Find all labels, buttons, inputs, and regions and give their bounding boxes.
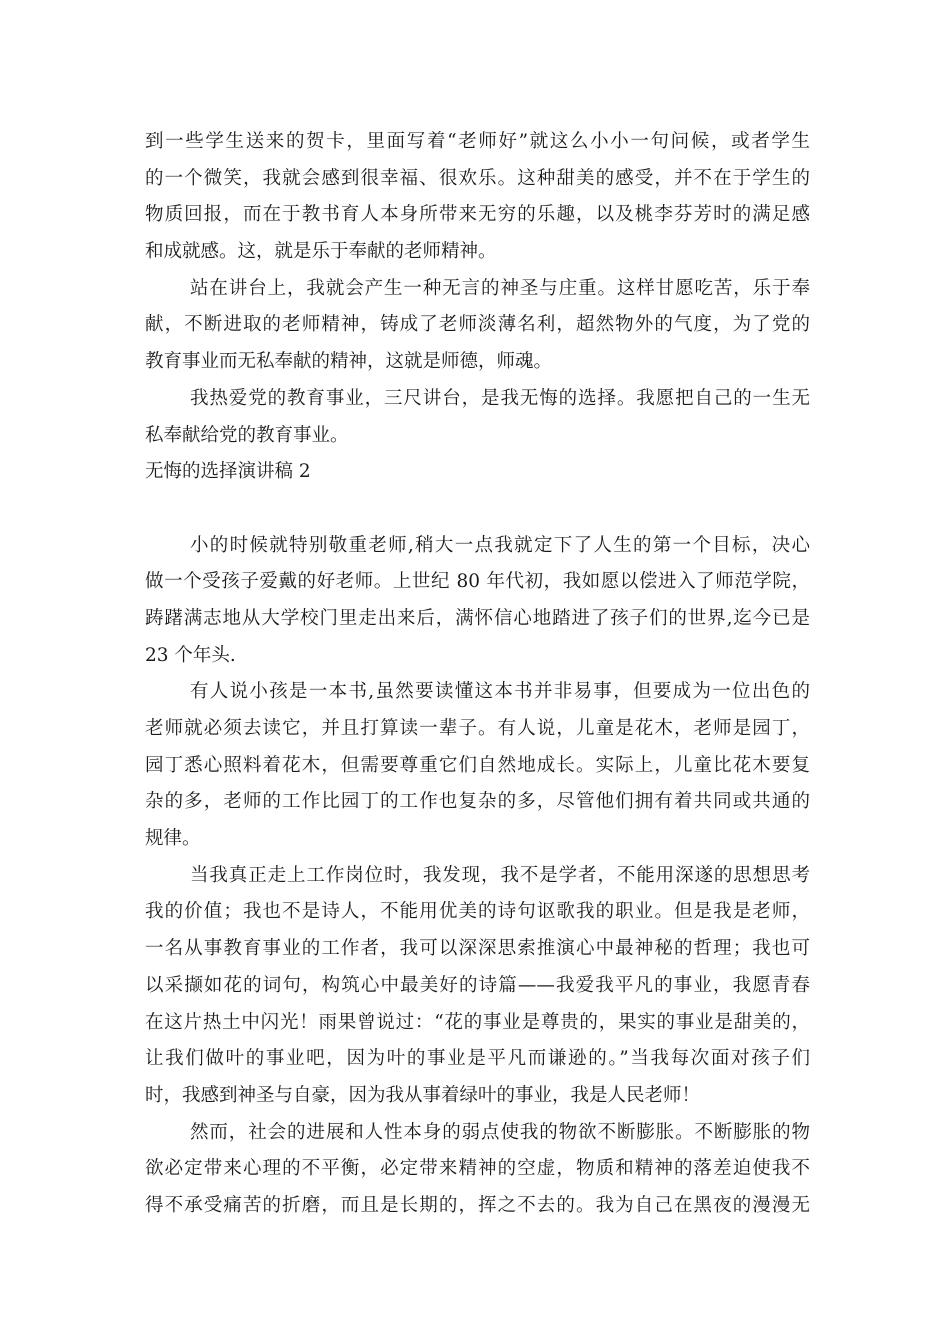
section-heading: 无悔的选择演讲稿 2 — [145, 461, 311, 483]
text-line: 一名从事教育事业的工作者，我可以深深思索推演心中最神秘的哲理；我也可 — [145, 938, 810, 960]
text-line: 和成就感。这，就是乐于奉献的老师精神。 — [145, 241, 497, 263]
text-line: 站在讲台上，我就会产生一种无言的神圣与庄重。这样甘愿吃苦，乐于奉 — [190, 277, 810, 299]
text-line: 杂的多，老师的工作比园丁的工作也复杂的多，尽管他们拥有着共同或共通的 — [145, 791, 810, 813]
text-line: 我热爱党的教育事业，三尺讲台，是我无悔的选择。我愿把自己的一生无 — [190, 387, 810, 409]
text-line: 私奉献给党的教育事业。 — [145, 424, 349, 446]
text-line: 我的价值；我也不是诗人，不能用优美的诗句讴歌我的职业。但是我是老师， — [145, 901, 810, 923]
text-line: 23 个年头. — [145, 644, 236, 666]
text-line: 让我们做叶的事业吧，因为叶的事业是平凡而谦逊的。”当我每次面对孩子们 — [145, 1048, 810, 1070]
text-line: 欲必定带来心理的不平衡，必定带来精神的空虚，物质和精神的落差迫使我不 — [145, 1158, 810, 1180]
text-line: 物质回报，而在于教书育人本身所带来无穷的乐趣，以及桃李芬芳时的满足感 — [145, 204, 810, 226]
text-line: 规律。 — [145, 828, 201, 850]
text-line: 有人说小孩是一本书,虽然要读懂这本书并非易事，但要成为一位出色的 — [190, 681, 810, 703]
text-line: 老师就必须去读它，并且打算读一辈子。有人说，儿童是花木，老师是园丁， — [145, 718, 810, 739]
text-line: 时，我感到神圣与自豪，因为我从事着绿叶的事业，我是人民老师！ — [145, 1084, 701, 1106]
part1-text — [145, 124, 810, 1225]
text-line: 的一个微笑，我就会感到很幸福、很欢乐。这种甜美的感受，并不在于学生的 — [145, 167, 810, 189]
text-line: 踌躇满志地从大学校门里走出来后，满怀信心地踏进了孩子们的世界,迄今已是 — [145, 607, 810, 629]
text-line: 小的时候就特别敬重老师,稍大一点我就定下了人生的第一个目标，决心 — [190, 534, 810, 556]
text-line: 在这片热土中闪光！雨果曾说过：“花的事业是尊贵的，果实的事业是甜美的， — [145, 1011, 810, 1033]
text-line: 得不承受痛苦的折磨，而且是长期的，挥之不去的。我为自己在黑夜的漫漫无 — [145, 1194, 810, 1216]
text-line: 做一个受孩子爱戴的好老师。上世纪 80 年代初，我如愿以偿进入了师范学院， — [145, 571, 810, 593]
text-line: 然而，社会的进展和人性本身的弱点使我的物欲不断膨胀。不断膨胀的物 — [190, 1121, 810, 1143]
text-line: 教育事业而无私奉献的精神，这就是师德，师魂。 — [145, 351, 553, 373]
text-line: 以采撷如花的词句，构筑心中最美好的诗篇——我爱我平凡的事业，我愿青春 — [145, 974, 810, 996]
text-line: 园丁悉心照料着花木，但需要尊重它们自然地成长。实际上，儿童比花木要复 — [145, 754, 810, 776]
text-line: 到一些学生送来的贺卡，里面写着“老师好”就这么小小一句问候，或者学生 — [145, 131, 810, 152]
text-line: 当我真正走上工作岗位时，我发现，我不是学者，不能用深遂的思想思考 — [190, 864, 810, 886]
blank-line — [145, 491, 810, 528]
text-line: 献，不断进取的老师精神，铸成了老师淡薄名利，超然物外的气度，为了党的 — [145, 314, 810, 336]
